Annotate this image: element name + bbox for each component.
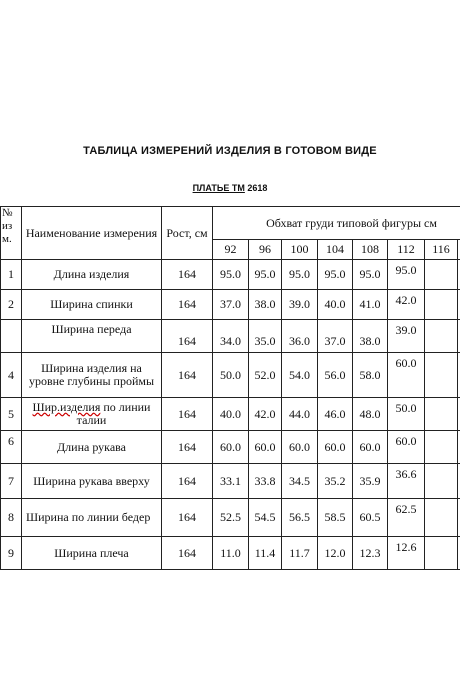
size-header: 100 (282, 240, 318, 260)
row-value (425, 464, 458, 499)
row-value (425, 290, 458, 320)
row-value: 60.0 (213, 431, 249, 464)
row-num (1, 320, 22, 353)
row-value (425, 431, 458, 464)
row-name: Длина изделия (22, 260, 162, 290)
row-value: 58.5 (318, 499, 353, 537)
table-row (1, 320, 460, 353)
size-header: 92 (213, 240, 249, 260)
row-value: 35.9 (353, 464, 388, 499)
row-value: 42.0 (388, 290, 425, 320)
row-value: 52.5 (213, 499, 249, 537)
row-num: 2 (1, 290, 22, 320)
row-value (425, 499, 458, 537)
row-value: 58.0 (353, 353, 388, 398)
row-height: 164 (162, 353, 213, 398)
header-num-line1: № (2, 207, 13, 219)
row-value: 35.2 (318, 464, 353, 499)
header-num-line2: из (2, 220, 13, 232)
row-num: 8 (1, 499, 22, 537)
row-num: 5 (1, 398, 22, 431)
row-value: 60.0 (353, 431, 388, 464)
row-value: 37.0 (213, 290, 249, 320)
row-name: Длина рукава (22, 431, 162, 464)
row-num: 9 (1, 537, 22, 570)
row-height: 164 (162, 320, 213, 353)
row-value: 11.7 (282, 537, 318, 570)
row-value: 56.5 (282, 499, 318, 537)
row-value: 56.0 (318, 353, 353, 398)
row-value: 60.5 (353, 499, 388, 537)
row-value: 95.0 (388, 260, 425, 290)
header-num-line3: м. (2, 233, 12, 245)
row-value: 12.0 (318, 537, 353, 570)
row-value: 34.0 (213, 320, 249, 353)
row-height: 164 (162, 464, 213, 499)
row-name: Ширина рукава вверху (22, 464, 162, 499)
row-value (425, 320, 458, 353)
row-name-typo: Шир.изделия (32, 400, 101, 414)
row-name: Ширина плеча (22, 537, 162, 570)
row-name: Ширина спинки (22, 290, 162, 320)
row-value: 62.5 (388, 499, 425, 537)
row-value: 52.0 (249, 353, 282, 398)
row-height: 164 (162, 499, 213, 537)
row-value: 35.0 (249, 320, 282, 353)
measurements-table (0, 206, 460, 570)
row-value (425, 260, 458, 290)
row-value: 95.0 (249, 260, 282, 290)
row-value: 34.5 (282, 464, 318, 499)
row-value: 38.0 (353, 320, 388, 353)
row-value: 33.1 (213, 464, 249, 499)
row-height: 164 (162, 537, 213, 570)
row-value: 44.0 (282, 398, 318, 431)
row-value: 60.0 (388, 431, 425, 464)
row-value: 60.0 (318, 431, 353, 464)
row-value: 54.0 (282, 353, 318, 398)
size-header: 108 (353, 240, 388, 260)
row-num: 4 (1, 353, 22, 398)
row-value: 60.0 (282, 431, 318, 464)
row-value: 36.0 (282, 320, 318, 353)
row-value: 40.0 (318, 290, 353, 320)
table-row (1, 398, 460, 431)
row-value (425, 398, 458, 431)
row-name-rest: по линии талии (76, 400, 151, 427)
table-row (1, 499, 460, 537)
row-value: 40.0 (213, 398, 249, 431)
document-title: ТАБЛИЦА ИЗМЕРЕНИЙ ИЗДЕЛИЯ В ГОТОВОМ ВИДЕ (83, 145, 377, 157)
row-value: 48.0 (353, 398, 388, 431)
row-value: 11.4 (249, 537, 282, 570)
row-value: 12.6 (388, 537, 425, 570)
row-value: 60.0 (388, 353, 425, 398)
row-value: 39.0 (388, 320, 425, 353)
row-name: Ширина переда (22, 320, 162, 353)
table-row (1, 260, 460, 290)
row-height: 164 (162, 431, 213, 464)
table-row (1, 290, 460, 320)
row-value: 50.0 (213, 353, 249, 398)
row-num: 1 (1, 260, 22, 290)
row-value: 12.3 (353, 537, 388, 570)
row-value: 37.0 (318, 320, 353, 353)
row-value: 38.0 (249, 290, 282, 320)
row-height: 164 (162, 290, 213, 320)
row-name: Ширина изделия на уровне глубины проймы (22, 353, 162, 398)
size-header: 112 (388, 240, 425, 260)
product-subtitle (0, 183, 460, 193)
table-row (1, 353, 460, 398)
row-value: 46.0 (318, 398, 353, 431)
header-height: Рост, см (162, 207, 213, 260)
row-value (425, 353, 458, 398)
header-num (1, 207, 22, 260)
row-value: 60.0 (249, 431, 282, 464)
row-value: 95.0 (213, 260, 249, 290)
row-height: 164 (162, 260, 213, 290)
product-model: 2618 (247, 183, 268, 193)
header-group: Обхват груди типовой фигуры см (213, 207, 460, 240)
table-row (1, 431, 460, 464)
row-value: 95.0 (282, 260, 318, 290)
row-value: 95.0 (353, 260, 388, 290)
row-height: 164 (162, 398, 213, 431)
table-row (1, 464, 460, 499)
row-name (22, 398, 162, 431)
row-value (425, 537, 458, 570)
product-label: ПЛАТЬЕ ТМ (192, 183, 245, 193)
row-num: 7 (1, 464, 22, 499)
row-value: 36.6 (388, 464, 425, 499)
row-value: 41.0 (353, 290, 388, 320)
size-header: 116 (425, 240, 458, 260)
row-value: 33.8 (249, 464, 282, 499)
row-value: 39.0 (282, 290, 318, 320)
row-value: 50.0 (388, 398, 425, 431)
row-name: Ширина по линии бедер (22, 499, 162, 537)
row-value: 11.0 (213, 537, 249, 570)
table-row (1, 537, 460, 570)
row-value: 95.0 (318, 260, 353, 290)
size-header: 96 (249, 240, 282, 260)
header-name: Наименование измерения (22, 207, 162, 260)
row-value: 42.0 (249, 398, 282, 431)
size-header: 104 (318, 240, 353, 260)
row-value: 54.5 (249, 499, 282, 537)
row-num: 6 (1, 431, 22, 464)
